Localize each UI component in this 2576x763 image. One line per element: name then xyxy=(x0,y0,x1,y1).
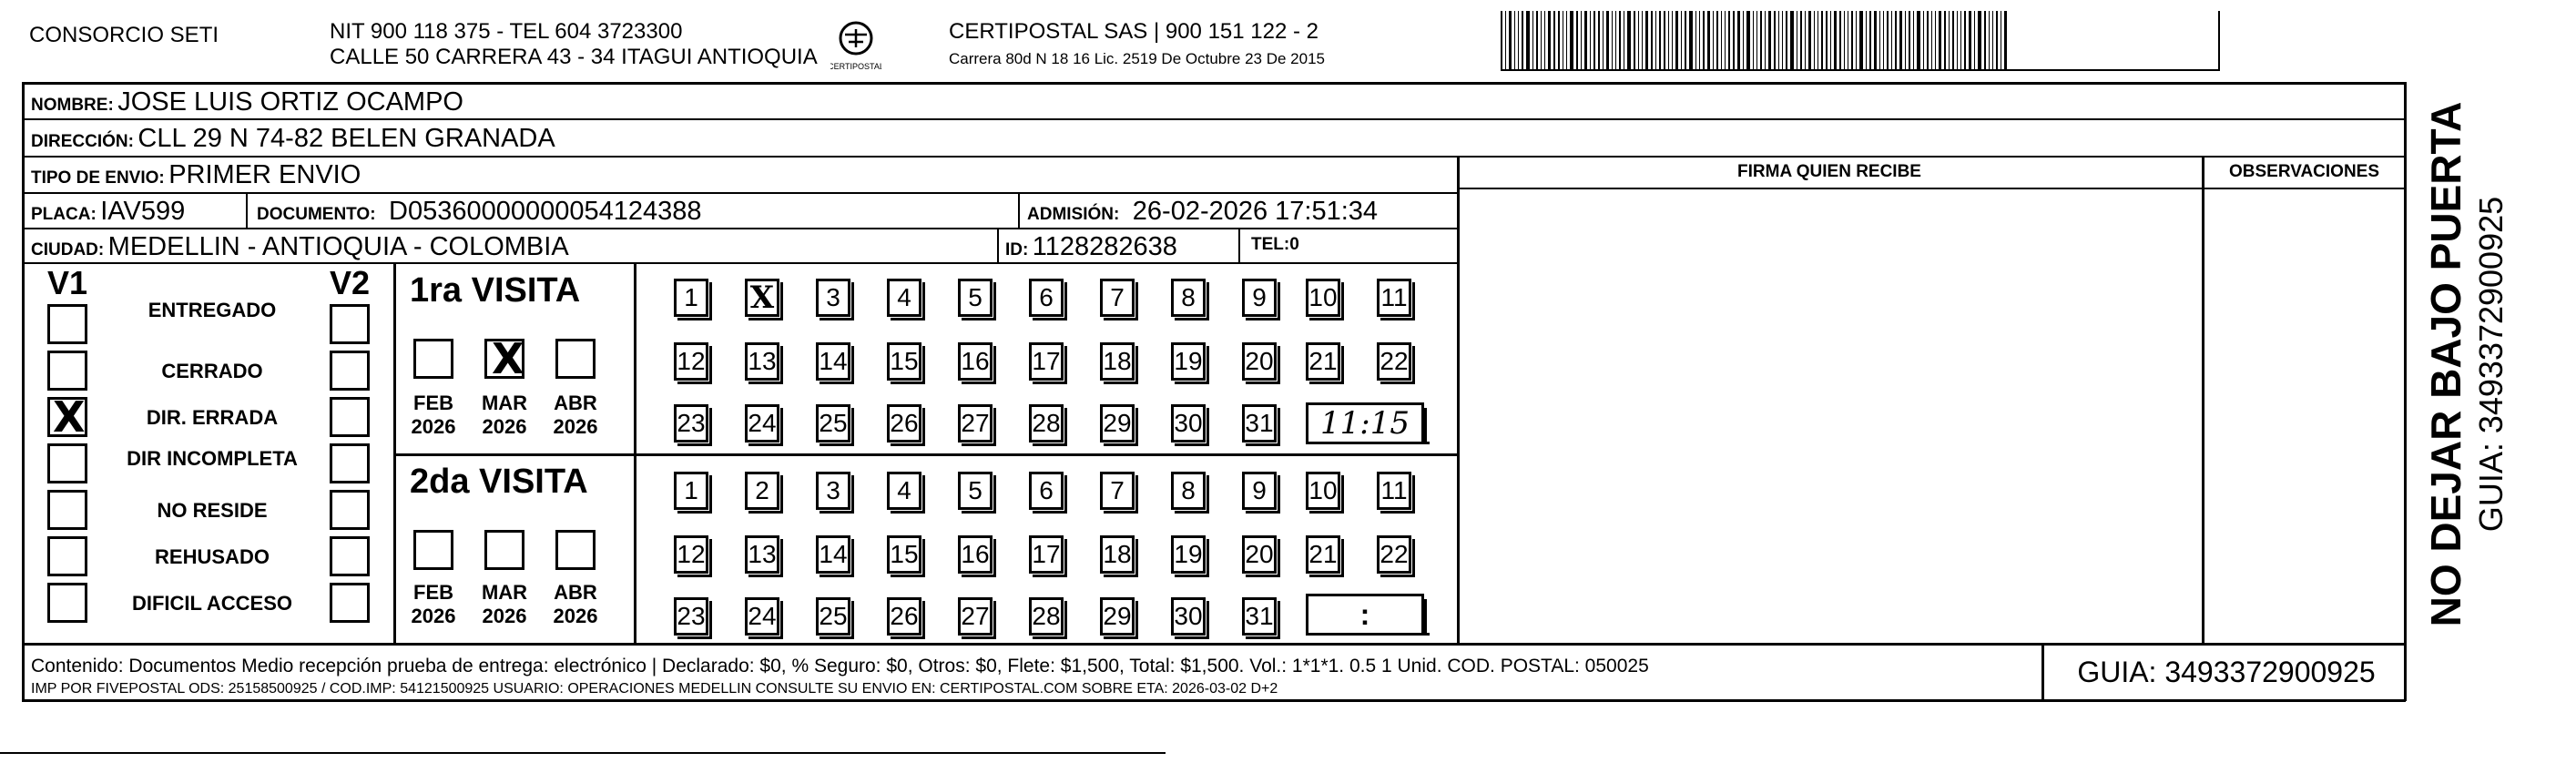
address-line: CALLE 50 CARRERA 43 - 34 ITAGUI ANTIOQUIA xyxy=(330,45,818,69)
day-box-v2[interactable]: 11 xyxy=(1377,472,1411,510)
month-mark: X xyxy=(492,334,524,383)
day-box-v2[interactable]: 1 xyxy=(674,472,708,510)
no-dejar-bajo-puerta: NO DEJAR BAJO PUERTA xyxy=(2422,101,2469,627)
v2-checkbox[interactable] xyxy=(330,443,370,483)
day-box-v1[interactable]: 23 xyxy=(674,404,708,443)
day-box-v2[interactable]: 31 xyxy=(1242,597,1277,636)
direccion-value: CLL 29 N 74-82 BELEN GRANADA xyxy=(137,124,555,153)
day-box-v2[interactable]: 16 xyxy=(958,535,993,574)
license-line: Carrera 80d N 18 16 Lic. 2519 De Octubre 23 De 2015 xyxy=(949,50,1325,67)
status-label: CERRADO xyxy=(161,360,263,382)
day-box-v1[interactable]: 15 xyxy=(887,342,921,381)
day-box-v1[interactable]: 30 xyxy=(1171,404,1206,443)
day-box-v2[interactable]: 13 xyxy=(745,535,779,574)
visit1-title: 1ra VISITA xyxy=(410,271,581,310)
documento-field xyxy=(257,197,702,227)
day-box-v1[interactable]: 13 xyxy=(745,342,779,381)
v2-checkbox[interactable] xyxy=(330,583,370,623)
month-label: FEB 2026 xyxy=(411,581,456,627)
visit1-time-box[interactable] xyxy=(1306,402,1424,444)
v1-checkbox[interactable] xyxy=(47,443,87,483)
month-checkbox-feb[interactable] xyxy=(413,530,453,570)
day-box-v2[interactable]: 28 xyxy=(1029,597,1064,636)
day-box-v1[interactable]: 21 xyxy=(1306,342,1340,381)
v2-checkbox[interactable] xyxy=(330,351,370,391)
day-box-v1[interactable]: 26 xyxy=(887,404,921,443)
day-box-v1[interactable]: 16 xyxy=(958,342,993,381)
month-label: ABR 2026 xyxy=(553,581,598,627)
documento-value: D05360000000054124388 xyxy=(389,197,702,226)
admision-field xyxy=(1027,197,1378,227)
day-box-v2[interactable]: 15 xyxy=(887,535,921,574)
v1-mark: X xyxy=(53,392,86,442)
day-box-v1[interactable]: 22 xyxy=(1377,342,1411,381)
ciudad-field xyxy=(31,232,569,262)
day-box-v2[interactable]: 24 xyxy=(745,597,779,636)
tipo-value: PRIMER ENVIO xyxy=(168,160,361,189)
ciudad-value: MEDELLIN - ANTIOQUIA - COLOMBIA xyxy=(107,232,569,261)
status-label: ENTREGADO xyxy=(148,299,277,321)
v2-label: V2 xyxy=(330,264,371,301)
day-box-v2[interactable]: 9 xyxy=(1242,472,1277,510)
v2-checkbox[interactable] xyxy=(330,490,370,530)
month-checkbox-abr[interactable] xyxy=(555,530,596,570)
day-box-v1[interactable]: 12 xyxy=(674,342,708,381)
day-box-v1[interactable]: 27 xyxy=(958,404,993,443)
day-box-v2[interactable]: 6 xyxy=(1029,472,1064,510)
status-label: REHUSADO xyxy=(155,545,270,568)
contenido-text: Contenido: Documentos Medio recepción prueba de entrega: electrónico | Declarado: $0, % Seguro: $0, Otros: $0, Flete: $1,500, Total: $1,500. Vol.: 1*1*1. 0.5 1 Unid. COD. POSTAL: 050025 xyxy=(31,656,1649,677)
id-label: ID: xyxy=(1005,240,1029,259)
day-box-v2[interactable]: 12 xyxy=(674,535,708,574)
tel-value: 0 xyxy=(1289,235,1299,254)
visit2-time-box[interactable] xyxy=(1306,594,1424,636)
month-checkbox-feb[interactable] xyxy=(413,339,453,379)
day-box-v2[interactable]: 22 xyxy=(1377,535,1411,574)
day-box-v1[interactable]: 19 xyxy=(1171,342,1206,381)
day-box-v2[interactable]: 20 xyxy=(1242,535,1277,574)
v1-checkbox[interactable] xyxy=(47,304,87,344)
day-box-v2[interactable]: 26 xyxy=(887,597,921,636)
day-box-v1[interactable]: 8 xyxy=(1171,279,1206,317)
day-box-v2[interactable]: 8 xyxy=(1171,472,1206,510)
day-box-v2[interactable]: 19 xyxy=(1171,535,1206,574)
direccion-label: DIRECCIÓN: xyxy=(31,132,134,151)
tipo-row xyxy=(31,160,361,190)
status-label: DIR INCOMPLETA xyxy=(127,447,298,470)
v2-checkbox[interactable] xyxy=(330,397,370,437)
id-value: 1128282638 xyxy=(1032,232,1177,261)
visit2-title: 2da VISITA xyxy=(410,463,588,501)
placa-value: IAV599 xyxy=(100,197,186,226)
day-box-v1[interactable]: X xyxy=(745,279,779,317)
month-label: ABR 2026 xyxy=(553,392,598,438)
day-box-v2[interactable]: 21 xyxy=(1306,535,1340,574)
day-box-v1[interactable]: 11 xyxy=(1377,279,1411,317)
day-box-v2[interactable]: 23 xyxy=(674,597,708,636)
visit2-time: : xyxy=(1359,598,1370,631)
day-box-v1[interactable]: 7 xyxy=(1100,279,1135,317)
day-box-v2[interactable]: 3 xyxy=(816,472,850,510)
day-box-v1[interactable]: 5 xyxy=(958,279,993,317)
day-box-v2[interactable]: 5 xyxy=(958,472,993,510)
admision-label: ADMISIÓN: xyxy=(1027,205,1120,224)
day-box-v1[interactable]: 25 xyxy=(816,404,850,443)
v1-label: V1 xyxy=(47,264,88,301)
month-checkbox-abr[interactable] xyxy=(555,339,596,379)
day-box-v1[interactable]: 4 xyxy=(887,279,921,317)
day-box-v2[interactable]: 2 xyxy=(745,472,779,510)
day-box-v1[interactable]: 1 xyxy=(674,279,708,317)
v1-checkbox[interactable] xyxy=(47,583,87,623)
ciudad-label: CIUDAD: xyxy=(31,240,105,259)
placa-field xyxy=(31,197,185,227)
month-label: FEB 2026 xyxy=(411,392,456,438)
status-label: DIR. ERRADA xyxy=(146,406,279,429)
day-box-v1[interactable]: 17 xyxy=(1029,342,1064,381)
tel-field xyxy=(1251,235,1299,255)
nit-line: NIT 900 118 375 - TEL 604 3723300 xyxy=(330,19,683,44)
day-box-v1[interactable]: 28 xyxy=(1029,404,1064,443)
company-name: CONSORCIO SETI xyxy=(29,23,219,47)
day-box-v2[interactable]: 27 xyxy=(958,597,993,636)
nombre-value: JOSE LUIS ORTIZ OCAMPO xyxy=(117,87,463,117)
nombre-label: NOMBRE: xyxy=(31,96,114,115)
day-box-v1[interactable]: 6 xyxy=(1029,279,1064,317)
footer-guia: GUIA: 3493372900925 xyxy=(2077,656,2376,688)
day-box-v2[interactable]: 18 xyxy=(1100,535,1135,574)
v2-checkbox[interactable] xyxy=(330,536,370,576)
v2-checkbox[interactable] xyxy=(330,304,370,344)
day-box-v1[interactable]: 3 xyxy=(816,279,850,317)
status-label: NO RESIDE xyxy=(157,499,268,522)
imp-text: IMP POR FIVEPOSTAL ODS: 25158500925 / COD.IMP: 54121500925 USUARIO: OPERACIONES MEDELLIN CONSULTE SU ENVIO EN: CERTIPOSTAL.COM SOBRE ETA: 2026-03-02 D+2 xyxy=(31,681,1278,697)
visit1-time: 11:15 xyxy=(1320,405,1410,442)
day-box-v2[interactable]: 14 xyxy=(816,535,850,574)
tipo-label: TIPO DE ENVIO: xyxy=(31,168,165,188)
day-box-v2[interactable]: 10 xyxy=(1306,472,1340,510)
month-label: MAR 2026 xyxy=(481,392,528,438)
side-text xyxy=(2420,91,2530,637)
firma-label: FIRMA QUIEN RECIBE xyxy=(1737,162,1921,181)
day-box-v2[interactable]: 4 xyxy=(887,472,921,510)
day-box-v2[interactable]: 17 xyxy=(1029,535,1064,574)
status-label: DIFICIL ACCESO xyxy=(131,592,292,615)
nombre-row xyxy=(31,87,463,117)
observaciones-label: OBSERVACIONES xyxy=(2228,162,2380,181)
day-box-v1[interactable]: 9 xyxy=(1242,279,1277,317)
svg-text:CERTIPOSTAL: CERTIPOSTAL xyxy=(830,62,881,71)
placa-label: PLACA: xyxy=(31,205,97,224)
v1-checkbox[interactable] xyxy=(47,490,87,530)
admision-value: 26-02-2026 17:51:34 xyxy=(1132,197,1379,226)
month-label: MAR 2026 xyxy=(481,581,528,627)
day-box-v2[interactable]: 29 xyxy=(1100,597,1135,636)
tel-label: TEL: xyxy=(1251,235,1290,254)
barcode xyxy=(1501,11,2218,71)
day-box-v1[interactable]: 29 xyxy=(1100,404,1135,443)
carrier-line: CERTIPOSTAL SAS | 900 151 122 - 2 xyxy=(949,19,1319,44)
certipostal-logo xyxy=(830,18,881,73)
side-guia: GUIA: 3493372900925 xyxy=(2472,196,2510,533)
firma-area[interactable] xyxy=(1461,191,2200,641)
day-box-v1[interactable]: 14 xyxy=(816,342,850,381)
day-box-v1[interactable]: 24 xyxy=(745,404,779,443)
day-box-v1[interactable]: 18 xyxy=(1100,342,1135,381)
day-box-v2[interactable]: 30 xyxy=(1171,597,1206,636)
day-box-v2[interactable]: 25 xyxy=(816,597,850,636)
id-field xyxy=(1005,232,1177,262)
day-box-v1[interactable]: 31 xyxy=(1242,404,1277,443)
month-checkbox-mar[interactable] xyxy=(484,530,524,570)
documento-label: DOCUMENTO: xyxy=(257,205,376,224)
v1-checkbox[interactable] xyxy=(47,351,87,391)
direccion-row xyxy=(31,124,555,154)
day-box-v2[interactable]: 7 xyxy=(1100,472,1135,510)
observaciones-area[interactable] xyxy=(2205,191,2402,641)
day-box-v1[interactable]: 10 xyxy=(1306,279,1340,317)
day-box-v1[interactable]: 20 xyxy=(1242,342,1277,381)
v1-checkbox[interactable] xyxy=(47,536,87,576)
